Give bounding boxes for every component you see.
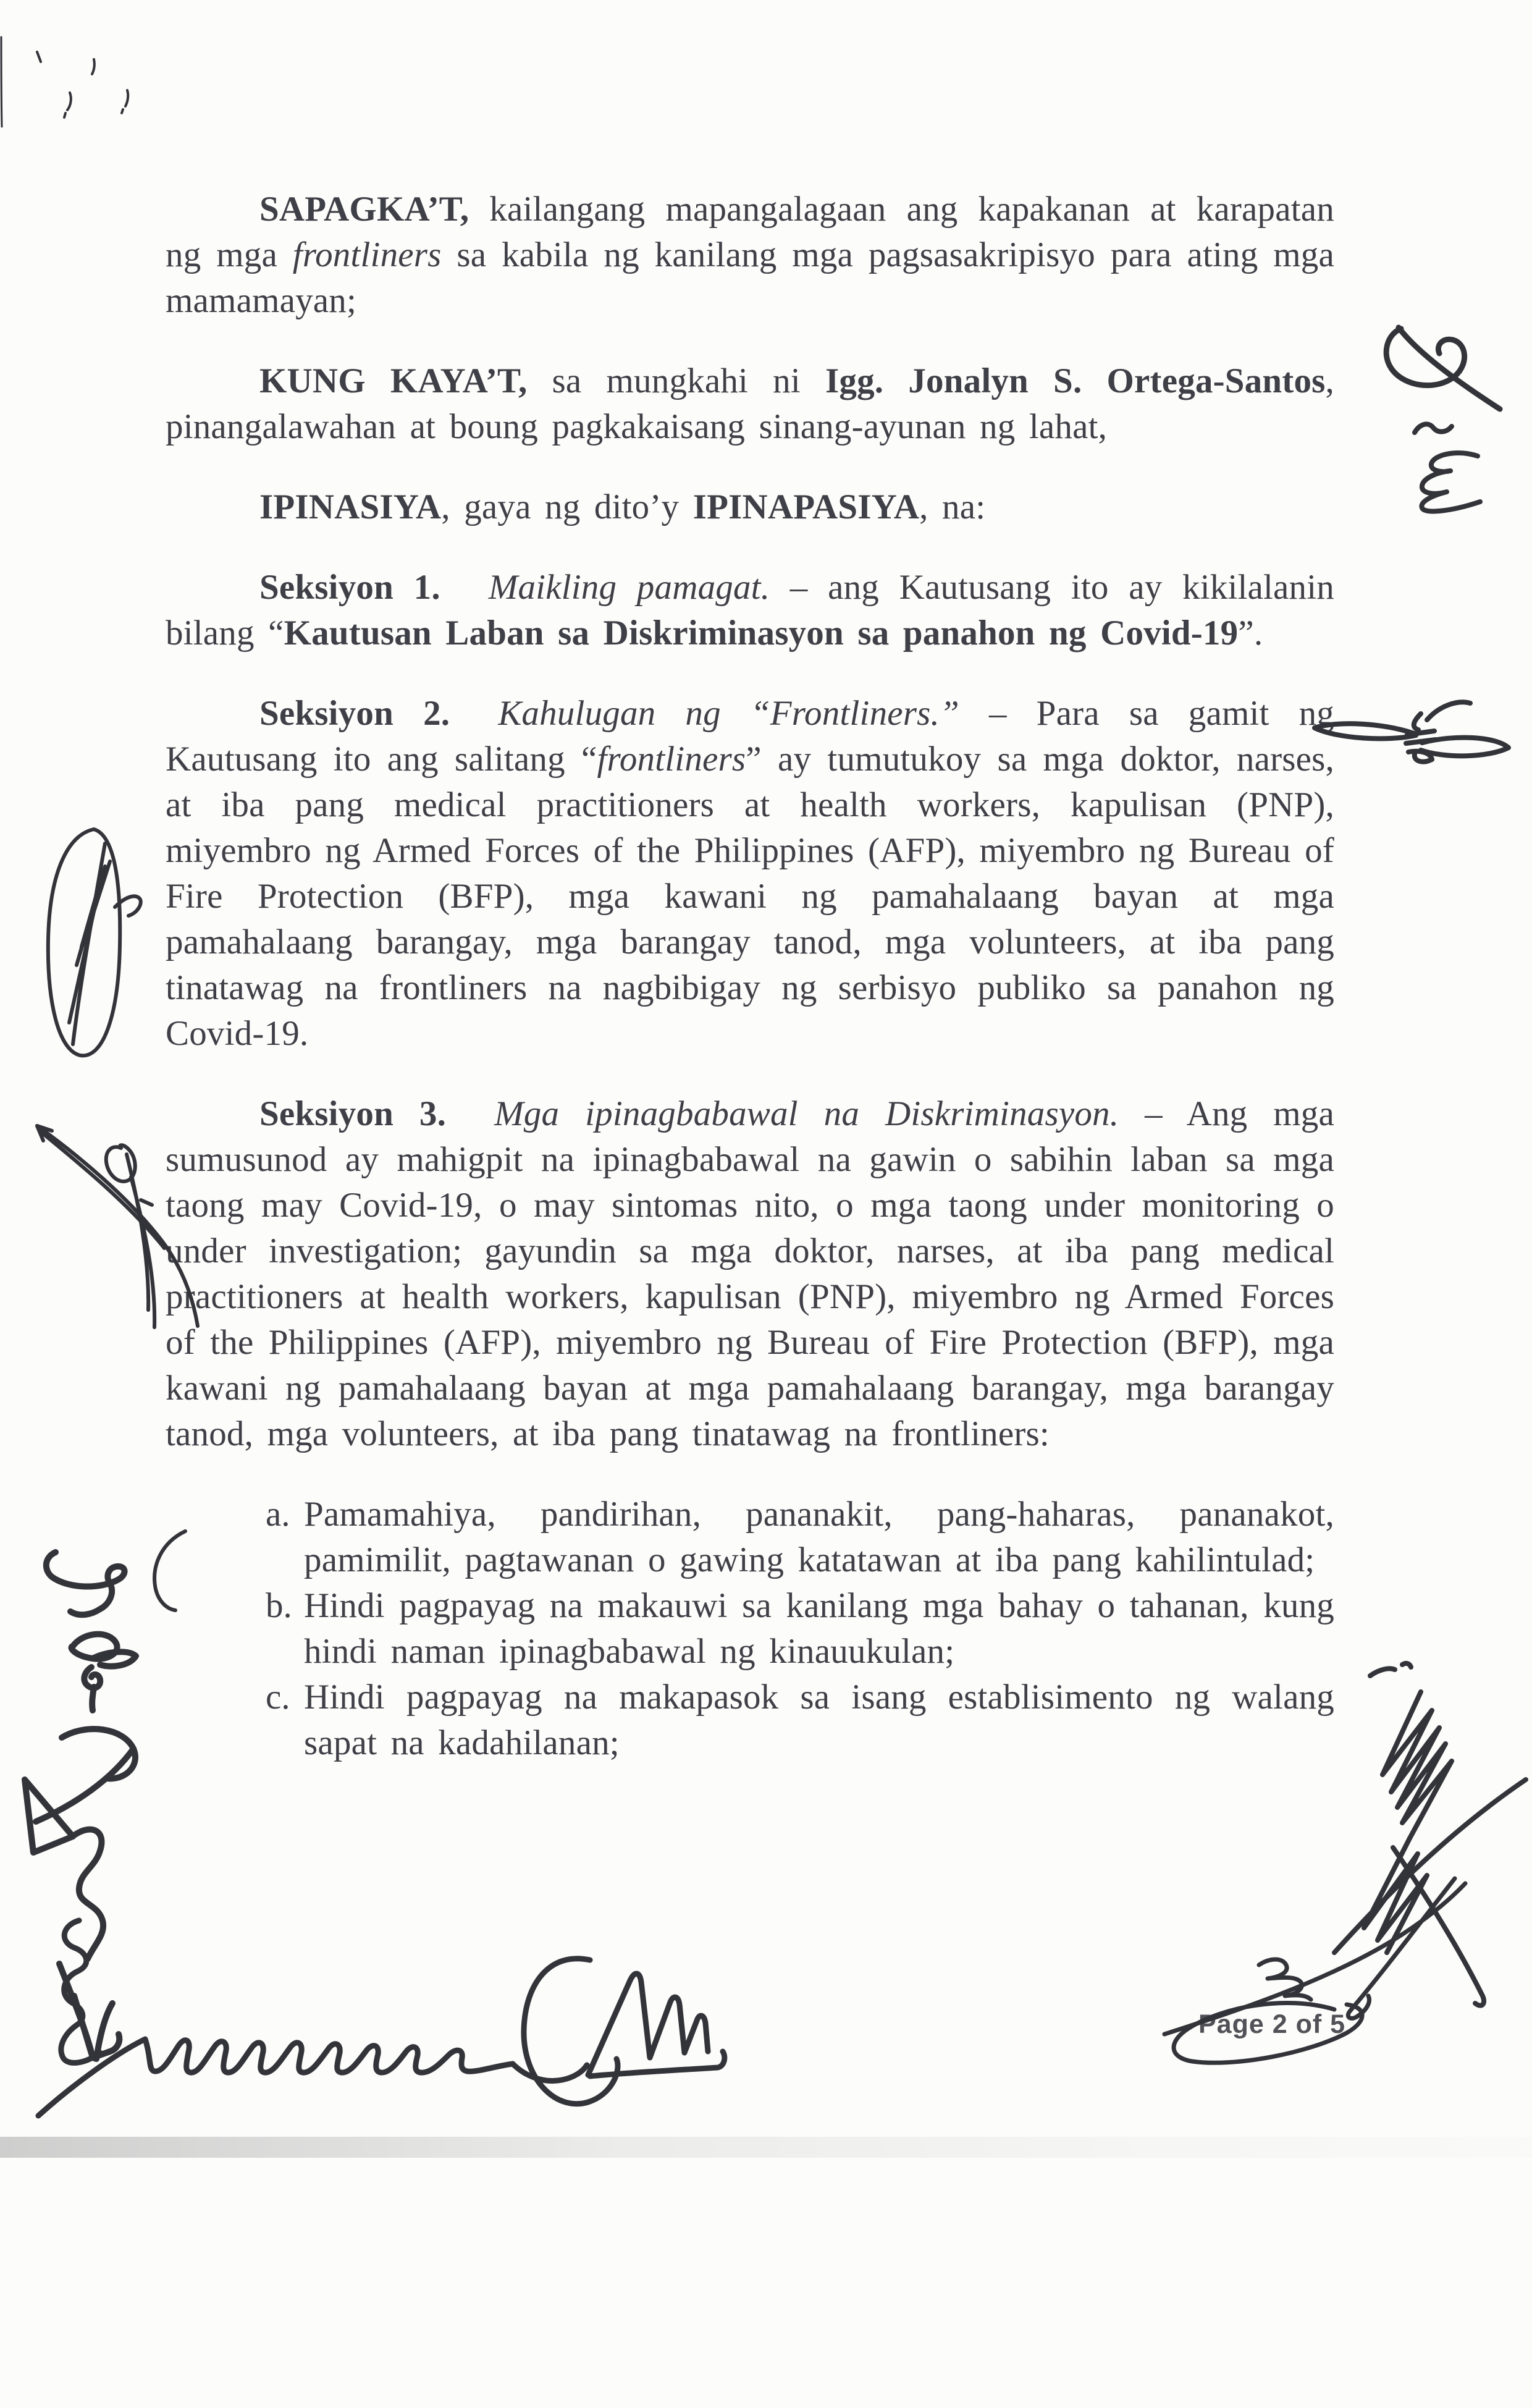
list-item-text: Pamamahiya, pandirihan, pananakit, pang-haharas, pananakot, pamimilit, pagtawanan o gawing katatawan at iba pang kahilintulad; xyxy=(304,1495,1334,1579)
prohibited-acts-list xyxy=(166,1492,1334,1766)
list-item xyxy=(266,1583,1334,1675)
paragraph-whereas: SAPAGKA’T, kailangang mapangalagaan ang kapakanan at karapatan ng mga frontliners sa kabila ng kanilang mga pagsasakripisyo para ating mga mamamayan; xyxy=(166,190,1334,320)
signature-bottom-wave-icon xyxy=(38,1920,725,2116)
page-number-label: Page 2 of 5 xyxy=(1198,2009,1346,2039)
paragraph-ipinasiya: IPINASIYA, gaya ng dito’y IPINAPASIYA, na: xyxy=(259,488,986,526)
paragraph-section-2: Seksiyon 2. Kahulugan ng “Frontliners.” – Para sa gamit ng Kautusang ito ang salitang “frontliners” ay tumutukoy sa mga doktor, narses, at iba pang medical practitioners at health workers, kapulisan (PNP), miyembro ng Armed Forces of the Philippines (AFP), miyembro ng Bureau of Fire Protection (BFP), mga kawani ng pamahalaang bayan at mga pamahalaang barangay, mga barangay tanod, mga volunteers, at iba pang tinatawag na frontliners na nagbibigay ng serbisyo publiko sa panahon ng Covid-19. xyxy=(166,694,1334,1053)
signature-right-bowtie-icon xyxy=(1315,702,1509,761)
list-item-text: Hindi pagpayag na makapasok sa isang establisimento ng walang sapat na kadahilanan; xyxy=(304,1678,1334,1762)
signature-right-upper-icon xyxy=(1415,424,1480,511)
scan-specks xyxy=(1,37,128,127)
paragraph-section-1: Seksiyon 1. Maikling pamagat. – ang Kautusang ito ay kikilalanin bilang “Kautusan Laban sa Diskriminasyon sa panahon ng Covid-19”. xyxy=(166,568,1334,653)
list-item xyxy=(266,1675,1334,1766)
document-body xyxy=(166,187,1334,1766)
list-marker: a. xyxy=(266,1495,290,1534)
scanner-artifact-band xyxy=(0,2137,1532,2158)
signature-right-bottom-zigzag-icon xyxy=(1334,1663,1526,2006)
signature-right-top-icon xyxy=(1386,327,1500,409)
paragraph-kung-kayat: KUNG KAYA’T, sa mungkahi ni Igg. Jonalyn S. Ortega-Santos, pinangalawahan at boung pagkakaisang sinang-ayunan ng lahat, xyxy=(166,361,1334,446)
list-marker: b. xyxy=(266,1586,292,1625)
list-item xyxy=(266,1492,1334,1583)
paragraph-section-3: Seksiyon 3. Mga ipinagbabawal na Diskriminasyon. – Ang mga sumusunod ay mahigpit na ipinagbabawal na gawin o sabihin laban sa mga taong may Covid-19, o may sintomas nito, o mga taong under monitoring o under investigation; gayundin sa mga doktor, narses, at iba pang medical practitioners at health workers, kapulisan (PNP), miyembro ng Armed Forces of the Philippines (AFP), miyembro ng Bureau of Fire Protection (BFP), mga kawani ng pamahalaang bayan at mga pamahalaang barangay, mga barangay tanod, mga volunteers, at iba pang tinatawag na frontliners: xyxy=(166,1094,1334,1453)
signature-left-vertical-icon xyxy=(25,1552,136,2059)
list-item-text: Hindi pagpayag na makauwi sa kanilang mga bahay o tahanan, kung hindi naman ipinagbabawal ng kinauukulan; xyxy=(304,1586,1334,1671)
list-marker: c. xyxy=(266,1678,290,1717)
signature-left-oval-icon xyxy=(48,829,141,1055)
